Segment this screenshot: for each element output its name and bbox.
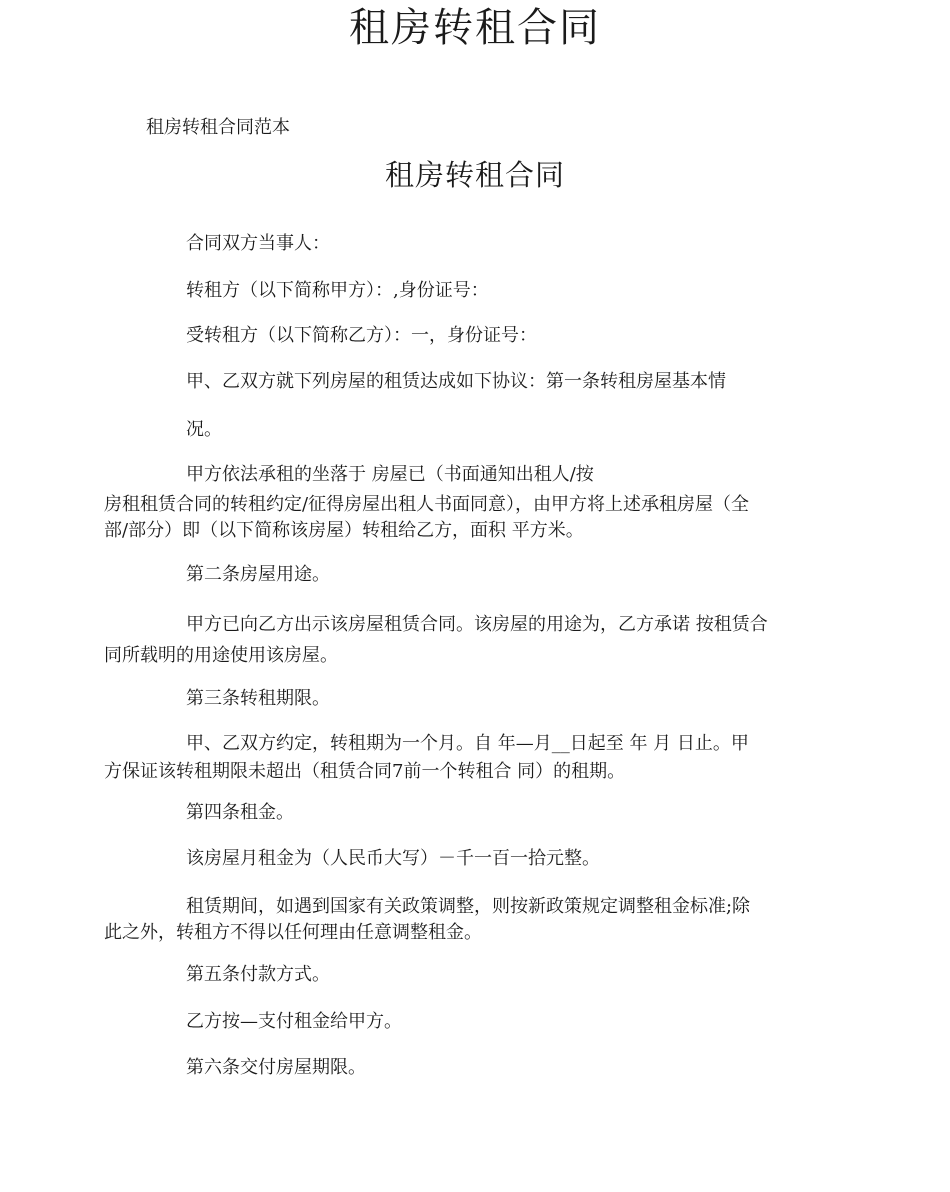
section-heading: 第六条交付房屋期限。 [186,1057,366,1078]
text-line: 况。 [186,419,222,440]
contract-heading: 租房转租合同 [384,158,565,192]
text-line: 部/部分）即（以下简称该房屋）转租给乙方，面积 平方米。 [104,520,584,541]
text-line: 受转租方（以下简称乙方）：一，身份证号： [186,325,537,346]
text-line: 甲、乙双方就下列房屋的租赁达成如下协议：第一条转租房屋基本情 [186,371,726,392]
text-line: 房租租赁合同的转租约定/征得房屋出租人书面同意），由甲方将上述承租房屋（全 [104,494,750,515]
text-line: 租赁期间，如遇到国家有关政策调整，则按新政策规定调整租金标准;除 [186,896,751,917]
text-line: 方保证该转租期限未超出（租赁合同7前一个转租合 同）的租期。 [104,761,626,782]
section-heading: 第四条租金。 [186,802,294,823]
text-line: 该房屋月租金为（人民币大写）－千一百一拾元整。 [186,848,600,869]
text-line: 此之外，转租方不得以任何理由任意调整租金。 [104,922,482,943]
text-line: 甲、乙双方约定，转租期为一个月。自 年—月__日起至 年 月 日止。甲 [186,733,749,754]
text-line: 乙方按—支付租金给甲方。 [186,1011,402,1032]
text-line: 甲方已向乙方出示该房屋租赁合同。该房屋的用途为，乙方承诺 按租赁合 [186,614,768,635]
section-heading: 第二条房屋用途。 [186,564,330,585]
text-line: 合同双方当事人： [186,233,330,254]
template-label: 租房转租合同范本 [146,117,290,138]
text-line: 同所载明的用途使用该房屋。 [104,645,338,666]
text-line: 甲方依法承租的坐落于 房屋已（书面通知出租人/按 [186,464,594,485]
section-heading: 第三条转租期限。 [186,688,330,709]
text-line: 转租方（以下简称甲方）：,身份证号： [186,280,489,301]
document-title: 租房转租合同 [349,5,601,51]
section-heading: 第五条付款方式。 [186,964,330,985]
